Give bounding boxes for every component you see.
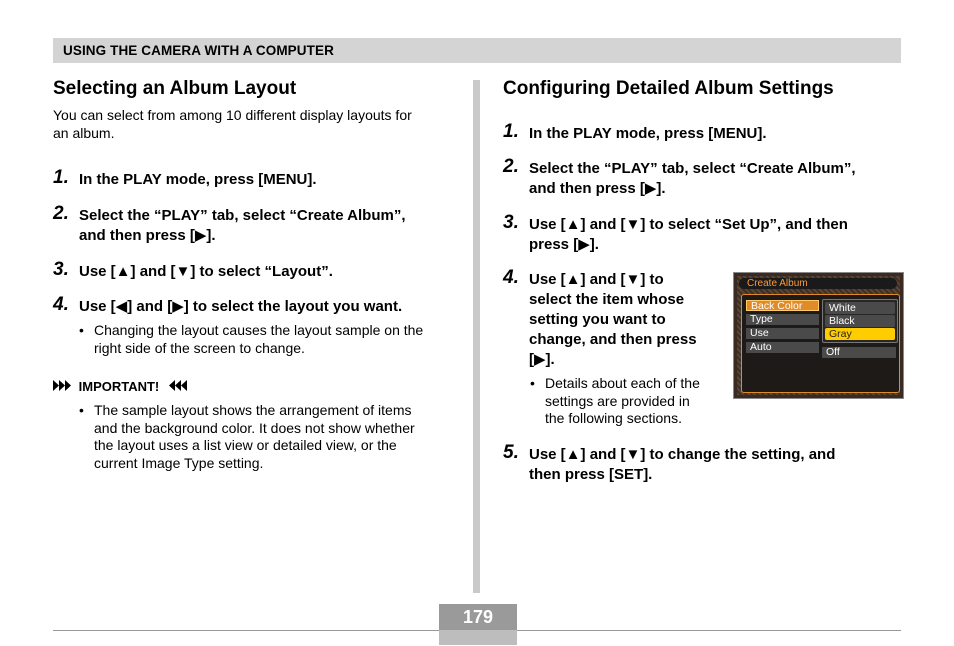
camera-option: Black <box>825 315 895 327</box>
left-intro-line: You can select from among 10 different display layouts for <box>53 107 412 123</box>
camera-option: Gray <box>825 328 895 340</box>
step-text: Select the “PLAY” tab, select “Create Album”, and then press [▶]. <box>529 160 856 197</box>
left-intro <box>53 106 453 142</box>
camera-auto-value: Off <box>822 347 896 358</box>
left-heading: Selecting an Album Layout <box>53 78 297 99</box>
camera-menu-item: Back Color <box>746 300 819 311</box>
left-intro-line: an album. <box>53 125 115 141</box>
camera-options-popup <box>822 299 898 343</box>
important-right-icon <box>167 379 189 394</box>
camera-menu-panel <box>741 294 900 393</box>
step-number: 4. <box>503 267 519 288</box>
section-header-bar <box>53 38 901 63</box>
right-column <box>503 78 903 100</box>
step-number: 5. <box>503 442 519 463</box>
page-number-box <box>439 604 517 645</box>
step-number: 4. <box>53 294 69 315</box>
column-divider <box>473 80 480 593</box>
step-number: 2. <box>503 156 519 177</box>
step-number: 2. <box>53 203 69 224</box>
step-text: Use [▲] and [▼] to change the setting, and then press [SET]. <box>529 446 836 483</box>
camera-menu-title: Create Album <box>739 278 897 289</box>
camera-menu-item: Use <box>746 328 819 339</box>
camera-screen-illustration <box>733 272 904 399</box>
step-text: Use [◀] and [▶] to select the layout you want. <box>79 298 403 315</box>
camera-menu-item: Type <box>746 314 819 325</box>
page-number: 179 <box>439 604 517 630</box>
step-text: In the PLAY mode, press [MENU]. <box>529 125 767 142</box>
step-text: Use [▲] and [▼] to select the item whose setting you want to change, and then press [▶]. <box>529 271 697 368</box>
camera-menu-item: Auto <box>746 342 819 353</box>
step-text: Use [▲] and [▼] to select “Set Up”, and then press [▶]. <box>529 216 848 253</box>
step-text: Select the “PLAY” tab, select “Create Album”, and then press [▶]. <box>79 207 406 244</box>
section-header-title: USING THE CAMERA WITH A COMPUTER <box>63 43 334 58</box>
left-column <box>53 78 453 142</box>
step-number: 3. <box>53 259 69 280</box>
step-number: 1. <box>53 167 69 188</box>
right-heading: Configuring Detailed Album Settings <box>503 78 834 99</box>
step-number: 3. <box>503 212 519 233</box>
important-left-icon <box>53 379 75 394</box>
step-text: In the PLAY mode, press [MENU]. <box>79 171 317 188</box>
camera-option: White <box>825 302 895 314</box>
important-label: IMPORTANT! <box>53 379 189 394</box>
step-number: 1. <box>503 121 519 142</box>
step-text: Use [▲] and [▼] to select “Layout”. <box>79 263 333 280</box>
